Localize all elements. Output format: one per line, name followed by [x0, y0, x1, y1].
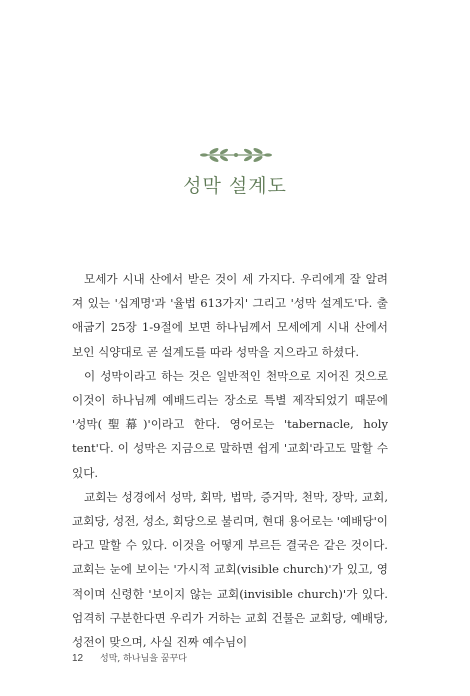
paragraph: 이 성막이라고 하는 것은 일반적인 천막으로 지어진 것으로 이것이 하나님께 예배드리는 장소로 특별 제작되었기 때문에 '성막(聖幕)'이라고 한다. 영어로는 'tabernacle, holy tent'다. 이 성막은 지금으로 말하면 쉽게 '교회'라고도 말할 수 있다. — [72, 368, 388, 480]
paragraph: 모세가 시내 산에서 받은 것이 세 가지다. 우리에게 잘 알려져 있는 '십계명'과 '율법 613가지' 그리고 '성막 설계도'다. 출애굽기 25장 1-9절에 보면 하나님께서 모세에게 시내 산에서 보인 식양대로 곧 설계도를 따라 성막을 지으라고 하셨다. — [72, 272, 388, 359]
paragraph: 교회는 성경에서 성막, 회막, 법막, 증거막, 천막, 장막, 교회, 교회당, 성전, 성소, 회당으로 불리며, 현대 용어로는 '예배당'이라고 말할 수 있다. 이것을 어떻게 부르든 결국은 같은 것이다. 교회는 눈에 보이는 '가시적 교회(visible church)'가 있고, 영적이며 신령한 '보이지 않는 교회(invisible church)'가 있다. 엄격히 구분한다면 우리가 거하는 교회 건물은 교회당, 예배당, 성전이 맞으며, 사실 진짜 예수님이 — [72, 489, 388, 650]
page-number: 12 — [72, 653, 84, 664]
body-text — [72, 267, 388, 654]
page-footer — [72, 651, 187, 664]
chapter-title: 성막 설계도 — [183, 175, 287, 197]
running-title: 성막, 하나님을 꿈꾸다 — [100, 654, 187, 664]
leaf-branch-icon — [198, 145, 274, 165]
